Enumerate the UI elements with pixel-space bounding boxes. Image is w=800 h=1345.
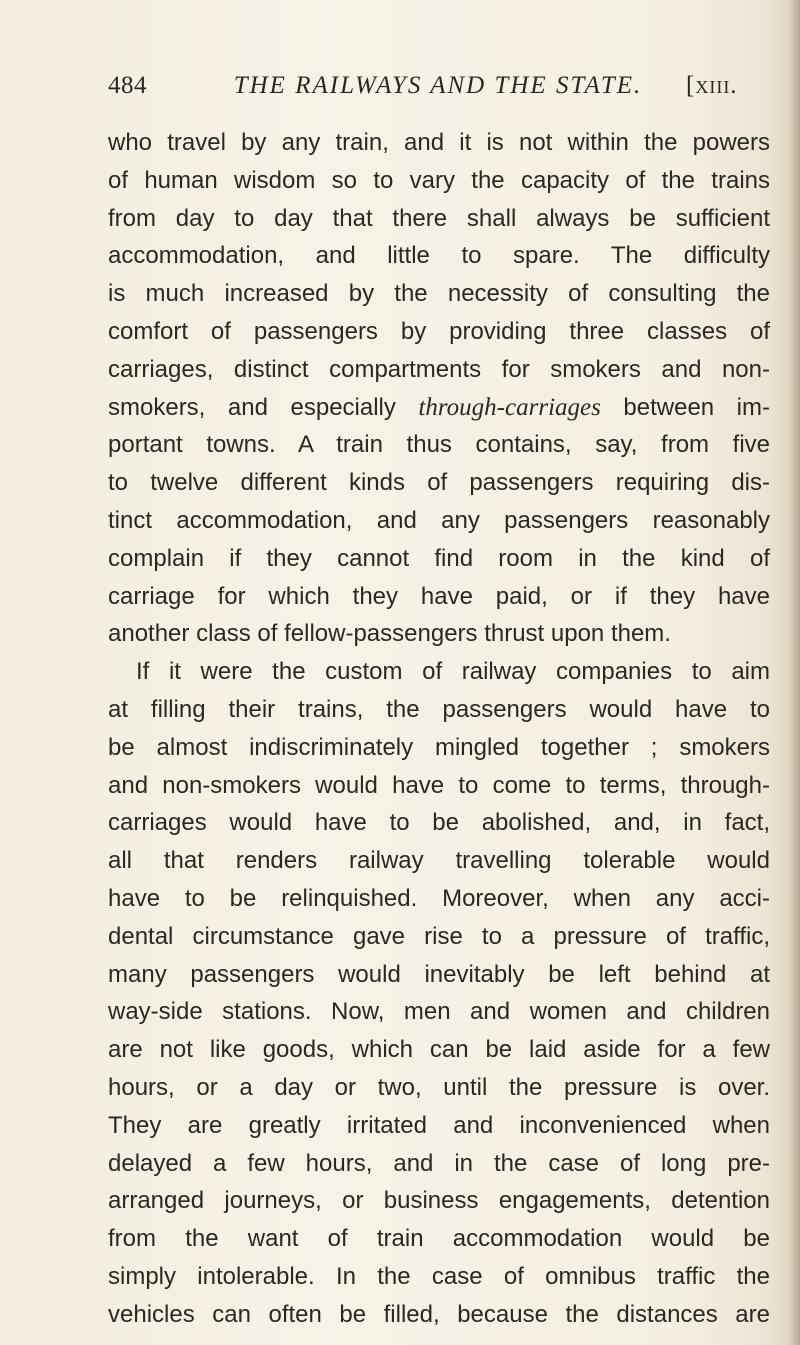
text-line: from day to day that there shall always be sufficient [108, 204, 770, 232]
text-line: comfort of passengers by providing three classes of [108, 317, 770, 345]
text-line: way-side stations. Now, men and women and children [108, 998, 770, 1026]
text-line: many passengers would inevitably be left behind at [108, 960, 770, 988]
text-line: to twelve different kinds of passengers requiring dis- [108, 469, 770, 497]
text-line: complain if they cannot find room in the kind of [108, 544, 770, 572]
text-line: portant towns. A train thus contains, say, from five [108, 431, 770, 459]
running-header [108, 72, 768, 112]
text-line: is much increased by the necessity of consulting the [108, 280, 770, 308]
text-line: at filling their trains, the passengers would have to [108, 695, 770, 723]
text-line: carriage for which they have paid, or if they have [108, 582, 770, 610]
text-line: hours, or a day or two, until the pressure is over. [108, 1073, 770, 1101]
text-line: all that renders railway travelling tolerable would [108, 847, 770, 875]
text-line: and non-smokers would have to come to terms, through- [108, 771, 770, 799]
text-line: delayed a few hours, and in the case of long pre- [108, 1149, 770, 1177]
text-line: from the want of train accommodation would be [108, 1225, 770, 1253]
text-line: be almost indiscriminately mingled together ; smokers [108, 733, 770, 761]
text-line: who travel by any train, and it is not within the powers [108, 129, 770, 156]
text-line [108, 389, 770, 427]
body-text [108, 124, 770, 1334]
text-line: tinct accommodation, and any passengers reasonably [108, 506, 770, 534]
text-line: have to be relinquished. Moreover, when any acci- [108, 884, 770, 912]
text-span: between im- [600, 393, 771, 421]
text-line: arranged journeys, or business engagements, detention [108, 1187, 770, 1215]
text-line: another class of fellow-passengers thrust upon them. [108, 620, 671, 648]
text-line: vehicles can often be filled, because the distances are [108, 1300, 770, 1328]
text-line: They are greatly irritated and inconvenienced when [108, 1111, 770, 1139]
text-line: simply intolerable. In the case of omnibus traffic the [108, 1262, 770, 1290]
text-line: are not like goods, which can be laid aside for a few [108, 1036, 770, 1064]
text-line: carriages would have to be abolished, and, in fact, [108, 809, 770, 837]
text-line: accommodation, and little to spare. The difficulty [108, 242, 770, 270]
page-number: 484 [108, 72, 147, 99]
text-span: smokers, and especially [108, 393, 419, 421]
text-line: carriages, distinct compartments for smokers and non- [108, 355, 770, 383]
italic-term: through-carriages [418, 393, 601, 421]
paragraph-start-line: If it were the custom of railway companies to aim [136, 658, 770, 686]
text-line: dental circumstance gave rise to a pressure of traffic, [108, 922, 770, 950]
page-edge-shadow [788, 0, 800, 1345]
text-line: of human wisdom so to vary the capacity of the trains [108, 166, 770, 194]
chapter-marker: [xiii. [686, 72, 738, 99]
running-title: THE RAILWAYS AND THE STATE. [233, 72, 643, 99]
